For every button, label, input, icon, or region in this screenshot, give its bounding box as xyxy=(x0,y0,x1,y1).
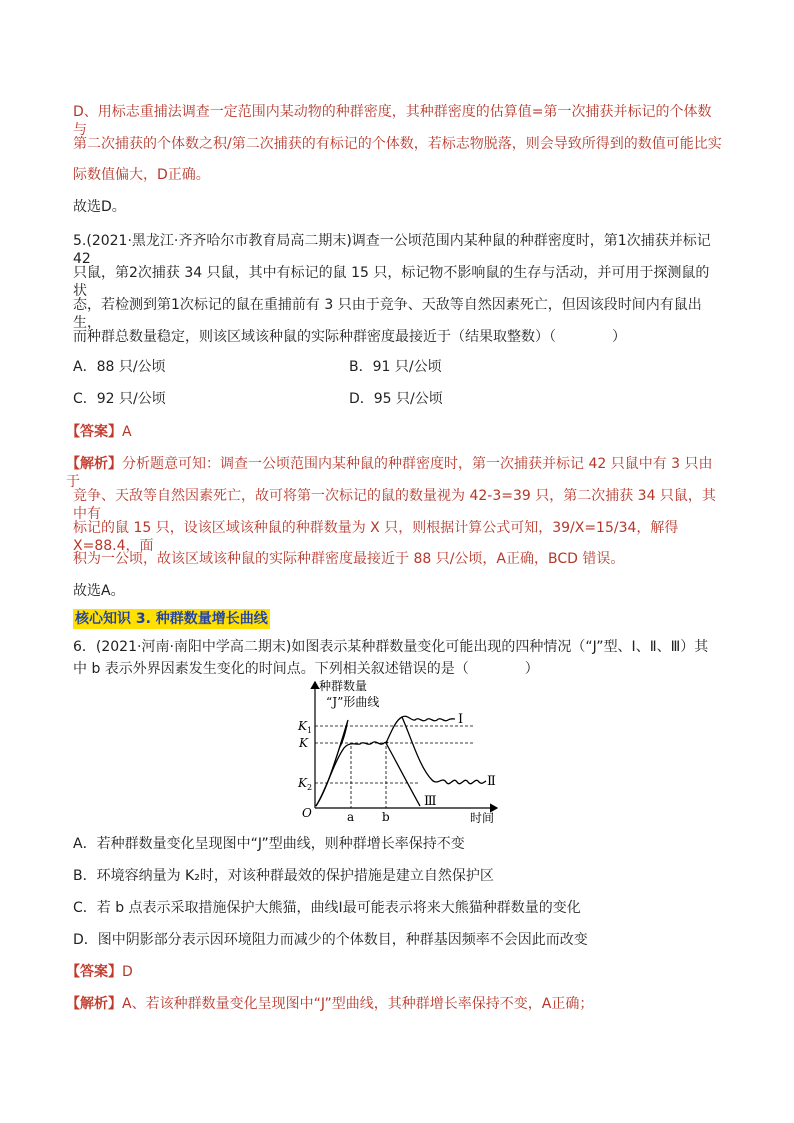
curve-3 xyxy=(386,743,420,806)
q6-answer-tag: 【答案】 xyxy=(66,964,122,980)
q5-answer-tag: 【答案】 xyxy=(66,424,122,440)
q5-analysis-text-1: 分析题意可知：调查一公顷范围内某种鼠的种群密度时，第一次捕获并标记 42 只鼠中有 3 只由于 xyxy=(66,456,713,490)
curve-3-label: Ⅲ xyxy=(424,794,437,809)
curve-2 xyxy=(402,717,486,784)
q6-stem-line-2: 中 b 表示外界因素发生变化的时间点。下列相关叙述错误的是（ ） xyxy=(73,661,539,677)
k2-subscript: 2 xyxy=(307,783,313,792)
curve-1-label: Ⅰ xyxy=(458,712,464,727)
q6-stem-line-1: 6．(2021·河南·南阳中学高二期末)如图表示某种群数量变化可能出现的四种情况（“J”型、Ⅰ、Ⅱ、Ⅲ）其 xyxy=(73,639,709,655)
tick-b-label: b xyxy=(382,810,390,824)
q5-analysis-tag: 【解析】 xyxy=(66,456,122,472)
q6-option-a[interactable]: A．若种群数量变化呈现图中“J”型曲线，则种群增长率保持不变 xyxy=(73,836,465,852)
q5-analysis-line-4: 积为一公顷，故该区域该种鼠的实际种群密度最接近于 88 只/公顷，A正确，BCD 错误。 xyxy=(73,551,625,567)
section-heading: 核心知识 3. 种群数量增长曲线 xyxy=(75,611,268,627)
q6-analysis xyxy=(66,995,726,1013)
q6-answer xyxy=(66,963,716,981)
q5-stem-line-4: 而种群总数量稳定，则该区域该种鼠的实际种群密度最接近于（结果取整数）（ ） xyxy=(73,329,626,345)
q5-stem-line-2: 只鼠，第2次捕获 34 只鼠，其中有标记的鼠 15 只，标记物不影响鼠的生存与活动，并可用于探测鼠的状 xyxy=(73,265,710,299)
q5-analysis-line-1 xyxy=(66,455,726,491)
q5-analysis-line-3: 标记的鼠 15 只，设该区域该种鼠的种群数量为 X 只，则根据计算公式可知，39/X=15/34，解得 X=88.4，面 xyxy=(73,520,679,554)
q5-stem-line-3: 态，若检测到第1次标记的鼠在重捕前有 3 只由于竞争、天敌等自然因素死亡，但因该段时间内有鼠出生， xyxy=(73,297,702,331)
q6-option-c[interactable]: C．若 b 点表示采取措施保护大熊猫，曲线Ⅰ最可能表示将来大熊猫种群数量的变化 xyxy=(73,900,581,916)
j-curve xyxy=(316,720,348,806)
q4-conclusion: 故选D。 xyxy=(73,199,126,215)
q5-answer-value: A xyxy=(122,424,132,440)
q6-answer-value: D xyxy=(122,964,133,980)
k1-subscript: 1 xyxy=(307,726,313,735)
q4-analysis-line-2: 第二次捕获的个体数之积/第二次捕获的有标记的个体数，若标志物脱落，则会导致所得到的数值可能比实 xyxy=(73,136,722,152)
j-curve-label: “J”形曲线 xyxy=(326,695,380,709)
s-curve xyxy=(316,742,388,806)
q4-analysis-line-1: D、用标志重捕法调查一定范围内某动物的种群密度，其种群密度的估算值=第一次捕获并标记的个体数与 xyxy=(73,104,712,138)
curve-1 xyxy=(386,716,455,743)
q5-stem-line-1: 5.(2021·黑龙江·齐齐哈尔市教育局高二期末)调查一公顷范围内某种鼠的种群密度时，第1次捕获并标记 42 xyxy=(73,233,711,267)
q6-analysis-text: A、若该种群数量变化呈现图中“J”型曲线，其种群增长率保持不变，A正确； xyxy=(122,996,594,1012)
q5-option-b[interactable]: B．91 只/公顷 xyxy=(349,359,442,375)
k1-label: K xyxy=(298,719,307,733)
k-label: K xyxy=(299,736,308,750)
q6-option-b[interactable]: B．环境容纳量为 K₂时，对该种群最效的保护措施是建立自然保护区 xyxy=(73,868,494,884)
q4-analysis-line-3: 际数值偏大，D正确。 xyxy=(73,167,210,183)
q5-option-a[interactable]: A．88 只/公顷 xyxy=(73,359,166,375)
q5-option-d[interactable]: D．95 只/公顷 xyxy=(349,391,443,407)
population-curve-figure xyxy=(290,676,505,826)
q5-analysis-line-2: 竞争、天敌等自然因素死亡，故可将第一次标记的鼠的数量视为 42-3=39 只，第二次捕获 34 只鼠，其中有 xyxy=(73,488,716,522)
curve-2-label: Ⅱ xyxy=(487,774,496,789)
k2-label: K xyxy=(298,776,307,790)
q5-answer xyxy=(66,423,716,441)
y-axis-label: 种群数量 xyxy=(319,679,368,693)
q5-option-c[interactable]: C．92 只/公顷 xyxy=(73,391,166,407)
origin-label: O xyxy=(302,806,312,820)
x-axis-label: 时间 xyxy=(470,811,495,825)
q6-analysis-tag: 【解析】 xyxy=(66,996,122,1012)
q5-conclusion: 故选A。 xyxy=(73,583,125,599)
q6-option-d[interactable]: D．图中阴影部分表示因环境阻力而减少的个体数目，种群基因频率不会因此而改变 xyxy=(73,932,588,948)
tick-a-label: a xyxy=(347,810,355,824)
